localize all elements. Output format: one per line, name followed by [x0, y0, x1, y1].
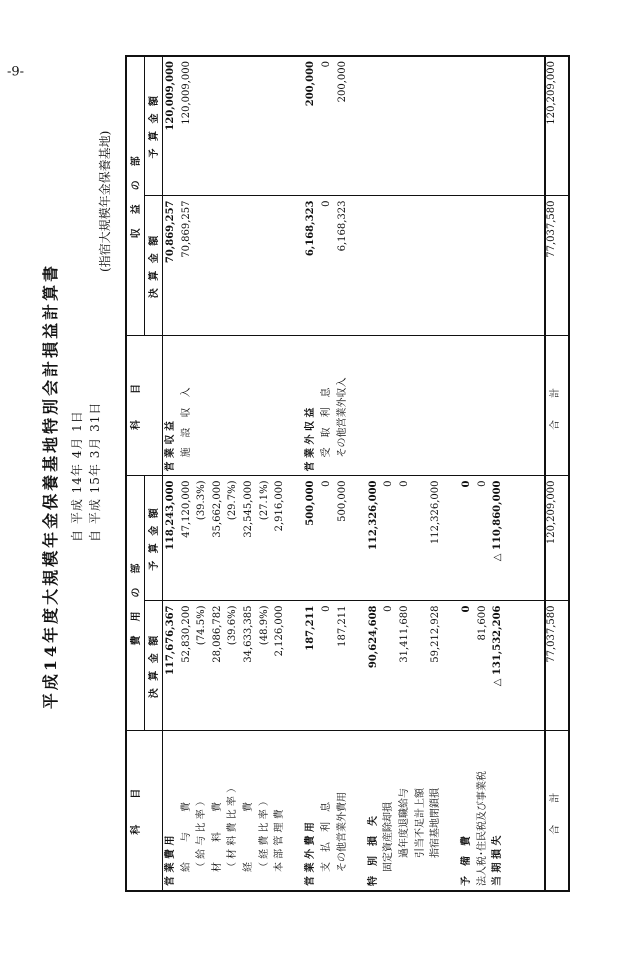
expense-budget	[350, 481, 366, 597]
expense-label: 指宿基地閉鎖損	[430, 788, 442, 858]
expense-label	[444, 736, 460, 887]
revenue-total-label: 合 計	[545, 336, 569, 476]
revenue-label: 受 取 利 息	[320, 387, 332, 458]
revenue-label	[225, 341, 241, 472]
expense-budget	[288, 481, 304, 597]
expense-actual: 59,212,928	[430, 605, 442, 663]
expense-budget-values	[163, 476, 546, 601]
expense-budget: (27.1%)	[258, 480, 270, 521]
revenue-budget-header: 予 算 金 額	[145, 56, 163, 196]
expense-label	[350, 736, 366, 887]
revenue-label: 営 業 外 収 益	[305, 407, 317, 472]
revenue-budget	[225, 61, 241, 192]
expense-budget	[444, 481, 460, 597]
expense-actual: △ 131,532,206	[492, 605, 504, 687]
revenue-actual: 70,869,257	[180, 200, 192, 258]
expense-section-header: 費 用 の 部	[126, 476, 145, 731]
revenue-item-header: 科 目	[126, 336, 163, 476]
expense-budget: △ 110,860,000	[492, 480, 504, 562]
expense-label: 法人税･住民税及び事業税	[476, 771, 488, 886]
revenue-actual	[288, 201, 304, 332]
expense-total-actual: 77,037,580	[545, 601, 569, 731]
revenue-actual: 6,168,323	[305, 200, 317, 257]
expense-budget-header: 予 算 金 額	[145, 476, 163, 601]
expense-actual: 31,411,680	[398, 605, 410, 663]
expense-actual: 90,624,608	[367, 605, 379, 669]
revenue-budget: 0	[320, 61, 332, 68]
period-to: 自 平成 15年 3月 31日	[88, 401, 102, 542]
revenue-actual	[272, 201, 288, 332]
expense-actual: (39.6%)	[227, 605, 239, 646]
expense-actual: 0	[461, 605, 473, 613]
expense-actual: 2,126,000	[274, 605, 286, 657]
revenue-budget	[288, 61, 304, 192]
expense-label: 当 期 損 失	[492, 835, 504, 886]
revenue-actual	[194, 201, 210, 332]
expense-actual: 81,600	[476, 605, 488, 641]
expense-budget: 0	[476, 480, 488, 487]
revenue-total-actual: 77,037,580	[545, 196, 569, 336]
revenue-label: その他営業外収入	[336, 377, 348, 458]
revenue-budget	[210, 61, 226, 192]
revenue-budget-values	[163, 56, 546, 196]
revenue-total-budget: 120,209,000	[545, 56, 569, 196]
expense-labels	[163, 731, 546, 891]
expense-actual	[413, 606, 429, 727]
expense-label: 経 費	[242, 802, 254, 872]
revenue-actual	[257, 201, 273, 332]
revenue-budget: 200,000	[305, 61, 317, 107]
expense-label: 固定資産除却損	[383, 802, 395, 872]
expense-actual: (48.9%)	[258, 605, 270, 646]
revenue-budget	[272, 61, 288, 192]
expense-label: 支 払 利 息	[320, 802, 332, 872]
revenue-labels	[163, 336, 546, 476]
expense-label: （ 給 与 比 率 ）	[196, 796, 208, 872]
revenue-label	[241, 341, 257, 472]
revenue-actual	[210, 201, 226, 332]
revenue-label	[210, 341, 226, 472]
revenue-actual: 70,869,257	[165, 200, 176, 264]
expense-label: 予 備 費	[461, 836, 473, 886]
revenue-budget: 120,009,000	[165, 61, 176, 131]
revenue-label	[272, 341, 288, 472]
revenue-budget: 200,000	[336, 61, 348, 103]
expense-budget: 0	[320, 480, 332, 487]
expense-actual: 0	[383, 605, 395, 612]
revenue-budget	[241, 61, 257, 192]
expense-budget: (29.7%)	[227, 480, 239, 521]
expense-label: （ 材 料 費 比 率 ）	[227, 782, 239, 872]
expense-label: その他営業外費用	[336, 792, 348, 872]
revenue-actual	[225, 201, 241, 332]
expense-label: 給 与 費	[180, 802, 192, 872]
revenue-label	[257, 341, 273, 472]
revenue-actual-header: 決 算 金 額	[145, 196, 163, 336]
document-title: 平成14年度大規模年金保養基地特別会計損益計算書	[41, 262, 60, 710]
expense-actual	[288, 606, 304, 727]
expense-actual: 187,211	[305, 605, 317, 651]
expense-budget	[413, 481, 429, 597]
revenue-label: 営 業 収 益	[165, 421, 176, 472]
expense-budget: 500,000	[305, 480, 317, 526]
expense-label: （ 経 費 比 率 ）	[258, 796, 270, 872]
expense-actual-values	[163, 601, 546, 731]
expense-label: 営 業 費 用	[165, 835, 176, 886]
expense-actual: 187,211	[336, 605, 348, 647]
revenue-actual: 6,168,323	[336, 200, 348, 252]
revenue-budget	[257, 61, 273, 192]
revenue-actual	[241, 201, 257, 332]
expense-budget: 0	[383, 480, 395, 487]
expense-budget: 0	[461, 480, 473, 488]
expense-actual: (74.5%)	[196, 605, 208, 646]
revenue-section-header: 収 益 の 部	[126, 56, 145, 336]
expense-budget: 0	[398, 480, 410, 487]
revenue-budget: 120,009,000	[180, 61, 192, 125]
revenue-actual-values	[163, 196, 546, 336]
revenue-budget	[194, 61, 210, 192]
expense-actual	[444, 606, 460, 727]
expense-budget: (39.3%)	[196, 480, 208, 521]
expense-budget: 112,326,000	[430, 480, 442, 545]
expense-budget: 35,662,000	[211, 480, 223, 538]
expense-label: 本 部 管 理 費	[274, 809, 286, 872]
expense-item-header: 科 目	[126, 731, 163, 891]
expense-label: 営 業 外 費 用	[305, 822, 317, 886]
expense-budget: 500,000	[336, 480, 348, 522]
expense-budget: 47,120,000	[180, 480, 192, 538]
revenue-label: 施 設 収 入	[180, 387, 192, 458]
expense-budget: 2,916,000	[274, 480, 286, 532]
expense-actual: 117,676,367	[165, 605, 176, 676]
revenue-actual: 0	[320, 200, 332, 207]
expense-actual	[350, 606, 366, 727]
page-number: -9-	[6, 64, 25, 80]
expense-total-label: 合 計	[545, 731, 569, 891]
revenue-label	[288, 341, 304, 472]
income-statement-table	[125, 55, 570, 892]
expense-label: 過年度退職給与	[398, 788, 410, 858]
expense-label: 材 料 費	[211, 802, 223, 872]
expense-label	[288, 736, 304, 887]
expense-budget: 118,243,000	[165, 480, 176, 551]
expense-actual: 34,633,385	[242, 605, 254, 663]
period-from: 自 平成 14年 4月 1日	[70, 410, 84, 542]
expense-label: 特 別 損 失	[367, 816, 379, 886]
expense-actual: 28,086,782	[211, 605, 223, 663]
expense-budget: 32,545,000	[242, 480, 254, 538]
expense-actual: 0	[320, 605, 332, 612]
expense-label: 引当不足計上額	[414, 788, 426, 858]
expense-budget: 112,326,000	[367, 480, 379, 551]
expense-total-budget: 120,209,000	[545, 476, 569, 601]
revenue-label	[194, 341, 210, 472]
expense-actual-header: 決 算 金 額	[145, 601, 163, 731]
facility-subtitle: (指宿大規模年金保養基地)	[98, 130, 112, 272]
expense-actual: 52,830,200	[180, 605, 192, 663]
